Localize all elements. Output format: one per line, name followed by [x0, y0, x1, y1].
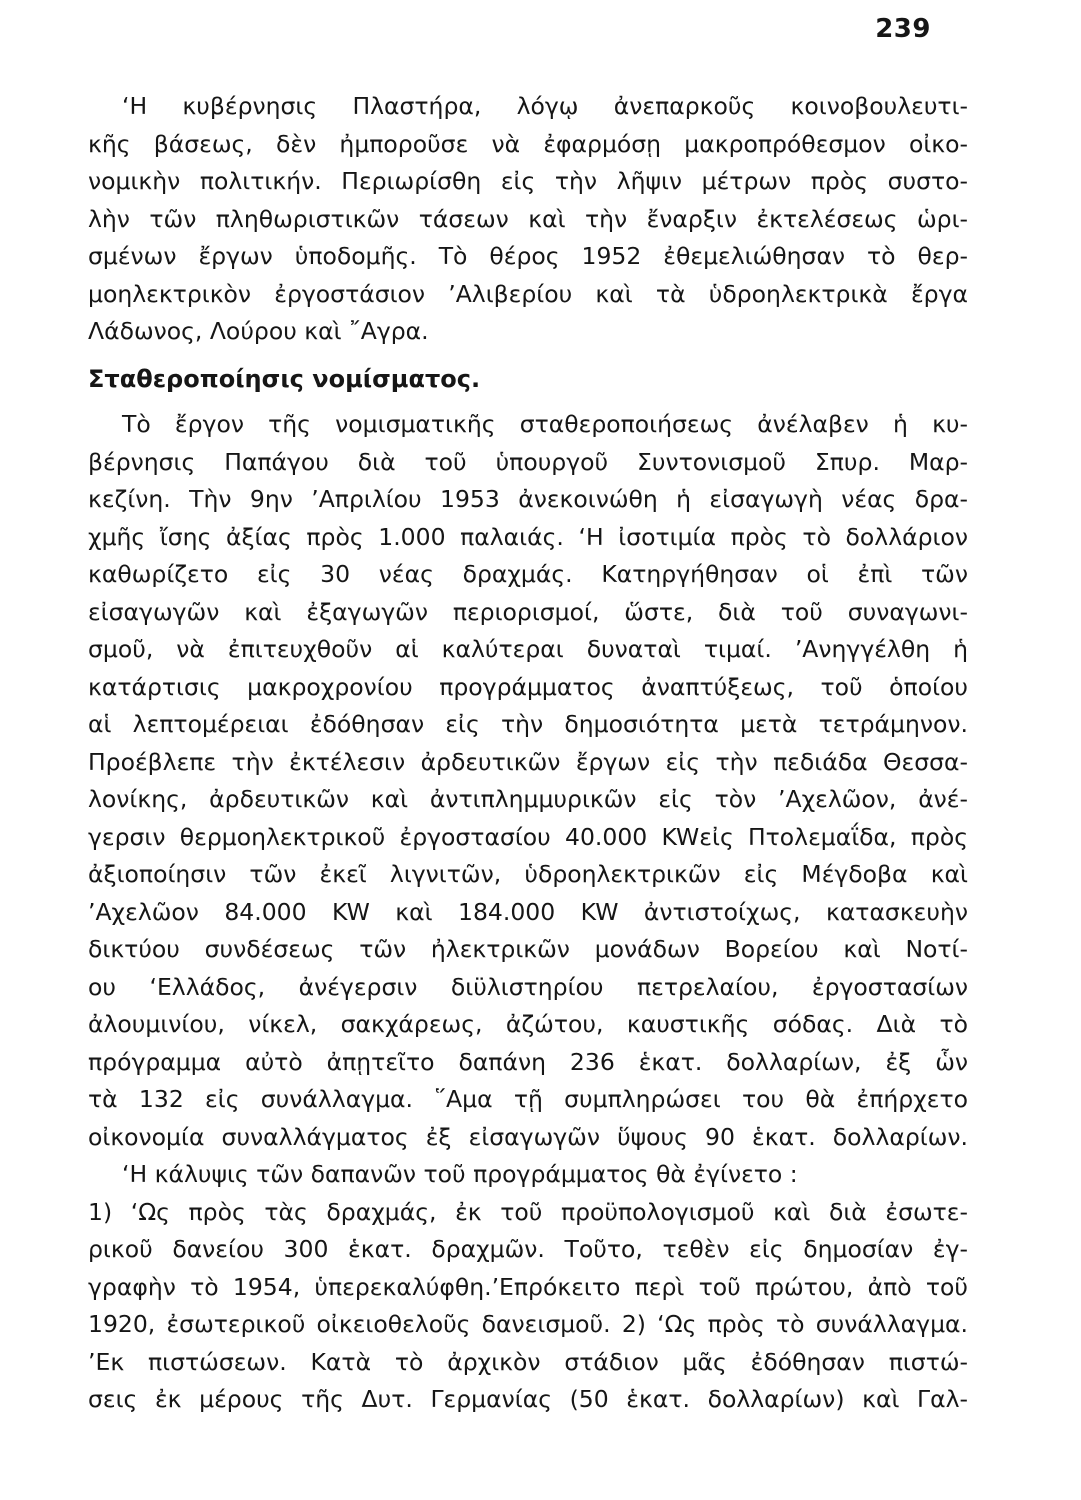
- text-line: κῆς βάσεως, δὲν ἠμποροῦσε νὰ ἐφαρμόσῃ μακροπρόθεσμον οἰκο-: [88, 129, 968, 158]
- text-line: καθωρίζετο εἰς 30 νέας δραχμάς. Κατηργήθησαν οἱ ἐπὶ τῶν: [88, 560, 968, 588]
- text-line: ’Εκ πιστώσεων. Κατὰ τὸ ἀρχικὸν στάδιον μᾶς ἐδόθησαν πιστώ-: [88, 1347, 968, 1376]
- paragraph-currency-stabilization: [88, 406, 968, 1156]
- text-line: Λάδωνος, Λούρου καὶ ῎Αγρα.: [88, 317, 429, 345]
- text-line: λονίκης, ἀρδευτικῶν καὶ ἀντιπλημμυρικῶν εἰς τὸν ’Αχελῶον, ἀνέ-: [88, 785, 968, 813]
- text-line: λὴν τῶν πληθωριστικῶν τάσεων καὶ τὴν ἔναρξιν ἐκτελέσεως ὡρι-: [88, 204, 968, 233]
- text-line: ‘Η κάλυψις τῶν δαπανῶν τοῦ προγράμματος θὰ ἐγίνετο :: [122, 1160, 798, 1188]
- text-line: γραφὴν τὸ 1954, ὑπερεκαλύφθη.’Επρόκειτο περὶ τοῦ πρώτου, ἀπὸ τοῦ: [88, 1272, 968, 1301]
- text-line: χμῆς ἴσης ἀξίας πρὸς 1.000 παλαιάς. ‘Η ἰσοτιμία πρὸς τὸ δολλάριον: [88, 522, 968, 551]
- text-line: 1920, ἐσωτερικοῦ οἰκειοθελοῦς δανεισμοῦ. 2) ‘Ως πρὸς τὸ συνάλλαγμα.: [88, 1310, 968, 1338]
- text-line: ἀλουμινίου, νίκελ, σακχάρεως, ἀζώτου, καυστικῆς σόδας. Διὰ τὸ: [88, 1010, 968, 1038]
- text-line: βέρνησις Παπάγου διὰ τοῦ ὑπουργοῦ Συντονισμοῦ Σπυρ. Μαρ-: [88, 447, 968, 476]
- text-line: σμοῦ, νὰ ἐπιτευχθοῦν αἱ καλύτεραι δυναταὶ τιμαί. ’Ανηγγέλθη ἡ: [88, 635, 968, 663]
- text-line: τὰ 132 εἰς συνάλλαγμα. ῞Αμα τῇ συμπληρώσει του θὰ ἐπήρχετο: [88, 1085, 968, 1113]
- text-line: ‘Η κυβέρνησις Πλαστήρα, λόγῳ ἀνεπαρκοῦς κοινοβουλευτι-: [122, 92, 968, 120]
- text-line: εἰσαγωγῶν καὶ ἐξαγωγῶν περιορισμοί, ὥστε, διὰ τοῦ συναγωνι-: [88, 597, 968, 626]
- text-line: Τὸ ἔργον τῆς νομισματικῆς σταθεροποιήσεως ἀνέλαβεν ἡ κυ-: [122, 410, 968, 438]
- text-line: 1) ‘Ως πρὸς τὰς δραχμάς, ἐκ τοῦ προϋπολογισμοῦ καὶ διὰ ἐσωτε-: [88, 1197, 968, 1226]
- text-line: νομικὴν πολιτικήν. Περιωρίσθη εἰς τὴν λῆψιν μέτρων πρὸς συστο-: [88, 167, 968, 195]
- text-line: δικτύου συνδέσεως τῶν ἠλεκτρικῶν μονάδων Βορείου καὶ Νοτί-: [88, 935, 968, 963]
- text-line: σμένων ἔργων ὑποδομῆς. Τὸ θέρος 1952 ἐθεμελιώθησαν τὸ θερ-: [88, 242, 968, 270]
- section-heading: Σταθεροποίησις νομίσματος.: [88, 364, 481, 393]
- paragraph-plastiras-government: [88, 88, 968, 351]
- text-line: σεις ἐκ μέρους τῆς Δυτ. Γερμανίας (50 ἑκατ. δολλαρίων) καὶ Γαλ-: [88, 1385, 968, 1413]
- text-line: μοηλεκτρικὸν ἐργοστάσιον ’Αλιβερίου καὶ τὰ ὑδροηλεκτρικὰ ἔργα: [88, 279, 968, 308]
- text-line: κατάρτισις μακροχρονίου προγράμματος ἀναπτύξεως, τοῦ ὁποίου: [88, 672, 968, 701]
- text-line: ἀξιοποίησιν τῶν ἐκεῖ λιγνιτῶν, ὑδροηλεκτρικῶν εἰς Μέγδοβα καὶ: [88, 860, 968, 888]
- text-line: Προέβλεπε τὴν ἐκτέλεσιν ἀρδευτικῶν ἔργων εἰς τὴν πεδιάδα Θεσσα-: [88, 747, 968, 776]
- text-line: οἰκονομία συναλλάγματος ἐξ εἰσαγωγῶν ὕψους 90 ἑκατ. δολλαρίων.: [88, 1122, 968, 1151]
- text-line: ’Αχελῶον 84.000 KW καὶ 184.000 KW ἀντιστοίχως, κατασκευὴν: [88, 897, 968, 926]
- text-line: ου ‘Ελλάδος, ἀνέγερσιν διϋλιστηρίου πετρελαίου, ἐργοστασίων: [88, 972, 968, 1001]
- text-line: πρόγραμμα αὐτὸ ἀπῃτεῖτο δαπάνη 236 ἑκατ. δολλαρίων, ἐξ ὧν: [88, 1047, 968, 1076]
- text-line: γερσιν θερμοηλεκτρικοῦ ἐργοστασίου 40.000 KWεἰς Πτολεμαΐδα, πρὸς: [88, 822, 968, 851]
- text-line: ρικοῦ δανείου 300 ἑκατ. δραχμῶν. Τοῦτο, τεθὲν εἰς δημοσίαν ἐγ-: [88, 1235, 968, 1263]
- paragraph-program-financing: [88, 1156, 968, 1419]
- page-body: [88, 88, 968, 1419]
- text-line: κεζίνη. Τὴν 9ην ’Απριλίου 1953 ἀνεκοινώθη ἡ εἰσαγωγὴ νέας δρα-: [88, 485, 968, 513]
- text-line: αἱ λεπτομέρειαι ἐδόθησαν εἰς τὴν δημοσιότητα μετὰ τετράμηνον.: [88, 710, 968, 738]
- page-number: 239: [875, 14, 931, 44]
